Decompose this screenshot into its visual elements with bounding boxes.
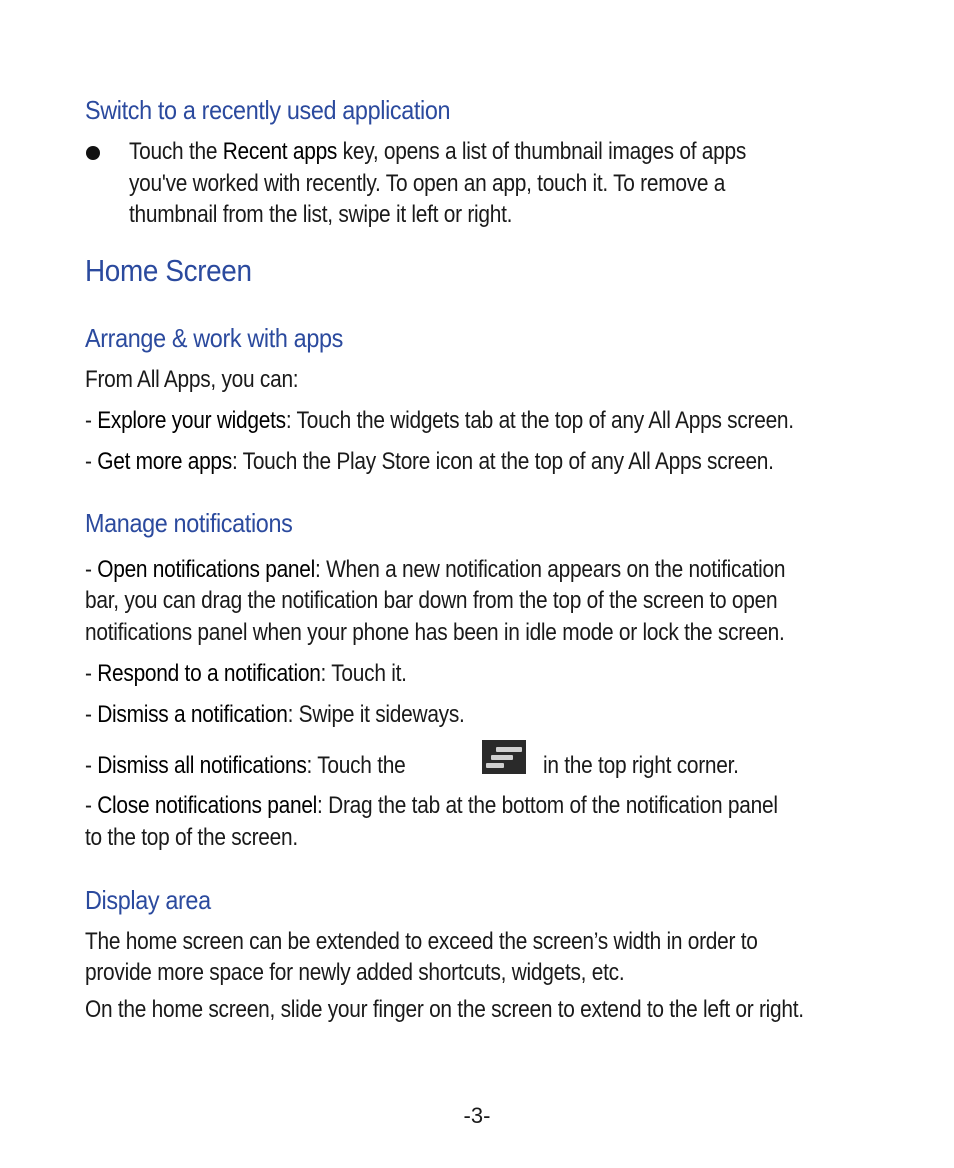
dismiss-all-after-text: in the top right corner. — [543, 752, 739, 779]
recent-apps-heading: Switch to a recently used application — [85, 95, 451, 125]
text: : Touch it. — [320, 660, 407, 687]
home-screen-title: Home Screen — [85, 253, 252, 288]
close-panel-line-1 — [85, 790, 778, 821]
respond-term: Respond to a notification — [97, 660, 321, 687]
get-more-apps-term: Get more apps — [97, 448, 232, 475]
dash: - — [85, 556, 98, 583]
text: key, opens a list of thumbnail images of apps — [337, 138, 747, 165]
open-panel-line-1 — [85, 554, 785, 585]
text: : Drag the tab at the bottom of the notification panel — [317, 792, 778, 819]
text: : Swipe it sideways. — [287, 701, 465, 728]
icon-bar-middle — [491, 755, 513, 760]
open-panel-line-2: bar, you can drag the notification bar down from the top of the screen to open — [85, 587, 778, 614]
page-number: -3- — [463, 1103, 491, 1128]
dismiss-all-term: Dismiss all notifications — [97, 752, 307, 779]
display-para-line-1: The home screen can be extended to exceed the screen’s width in order to — [85, 928, 758, 955]
dismiss-item — [85, 699, 465, 730]
close-panel-line-2: to the top of the screen. — [85, 824, 298, 851]
dash: - — [85, 752, 98, 779]
bullet-icon — [86, 146, 100, 160]
open-panel-term: Open notifications panel — [97, 556, 316, 583]
text: : When a new notification appears on the notification — [315, 556, 786, 583]
display-para-line-2: provide more space for newly added shortcuts, widgets, etc. — [85, 959, 625, 986]
clear-all-notifications-icon — [482, 740, 526, 774]
text: : Touch the widgets tab at the top of any All Apps screen. — [285, 407, 794, 434]
close-panel-term: Close notifications panel — [97, 792, 318, 819]
manage-notifications-heading: Manage notifications — [85, 508, 293, 538]
dash: - — [85, 701, 98, 728]
respond-item — [85, 658, 407, 689]
dash: - — [85, 660, 98, 687]
open-panel-line-3: notifications panel when your phone has been in idle mode or lock the screen. — [85, 619, 785, 646]
arrange-intro: From All Apps, you can: — [85, 366, 299, 393]
dismiss-all-item — [85, 750, 405, 781]
recent-apps-term: Recent apps — [222, 138, 338, 165]
text: : Touch the — [306, 752, 406, 779]
dismiss-term: Dismiss a notification — [97, 701, 288, 728]
text: Touch the — [129, 138, 223, 165]
recent-bullet-line-2: you've worked with recently. To open an app, touch it. To remove a — [129, 170, 726, 197]
dash: - — [85, 792, 98, 819]
recent-bullet-line-3: thumbnail from the list, swipe it left or right. — [129, 201, 513, 228]
explore-widgets-term: Explore your widgets — [97, 407, 286, 434]
explore-widgets-item — [85, 405, 794, 436]
text: : Touch the Play Store icon at the top of any All Apps screen. — [231, 448, 774, 475]
display-area-heading: Display area — [85, 885, 211, 915]
display-para-2: On the home screen, slide your finger on the screen to extend to the left or right. — [85, 996, 804, 1023]
dash: - — [85, 407, 98, 434]
arrange-apps-heading: Arrange & work with apps — [85, 323, 343, 353]
recent-bullet-line-1 — [129, 136, 746, 167]
icon-bar-top — [496, 747, 522, 752]
get-more-apps-item — [85, 446, 774, 477]
dash: - — [85, 448, 98, 475]
icon-bar-bottom — [486, 763, 504, 768]
